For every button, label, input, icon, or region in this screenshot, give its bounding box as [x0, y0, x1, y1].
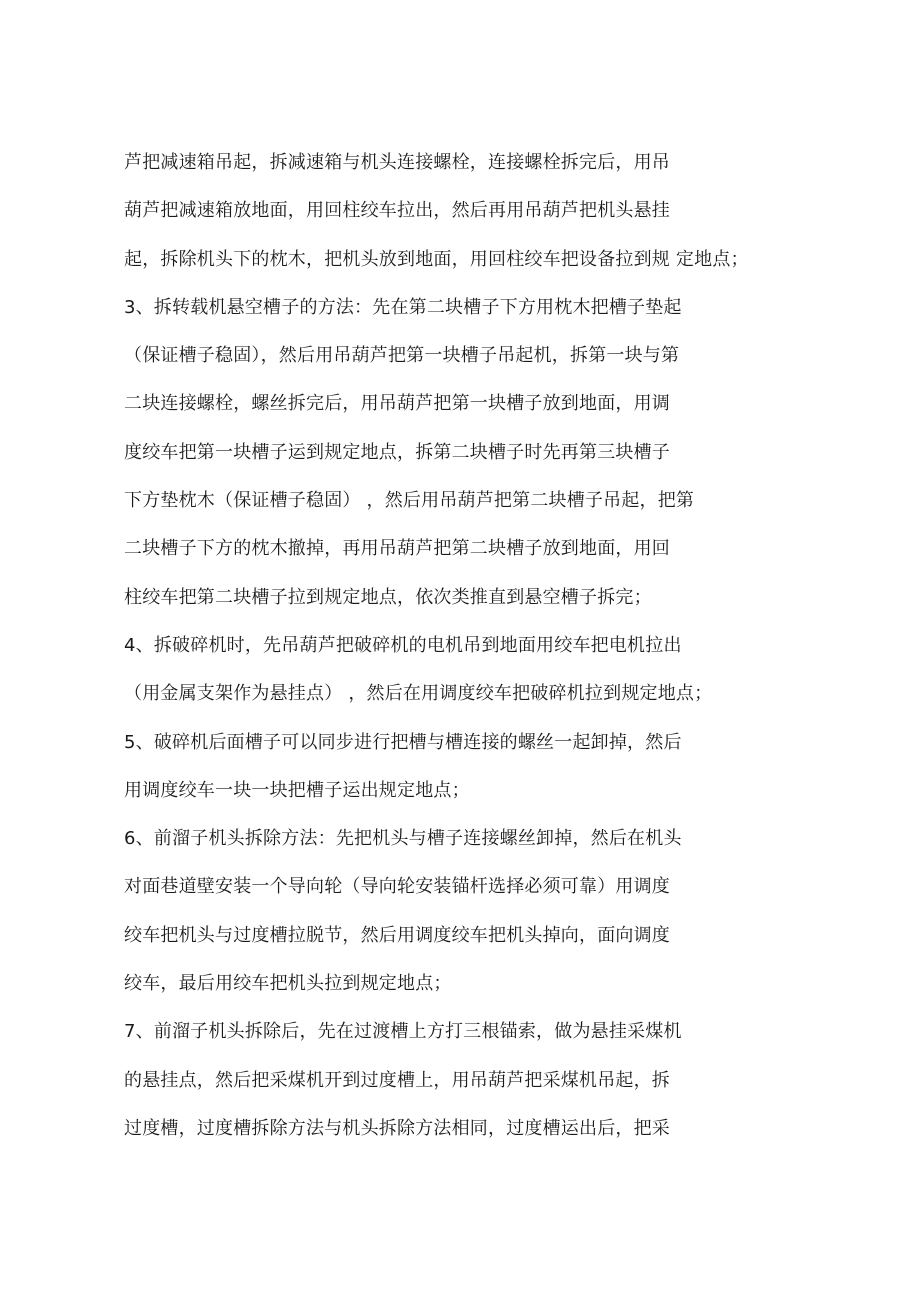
text-line: 过度槽，过度槽拆除方法与机头拆除方法相同，过度槽运出后，把采	[124, 1117, 670, 1139]
text-line: 用调度绞车一块一块把槽子运出规定地点；	[124, 779, 470, 801]
text-line: 起，拆除机头下的枕木，把机头放到地面，用回柱绞车把设备拉到规 定地点；	[124, 248, 749, 270]
text-line: （保证槽子稳固），然后用吊葫芦把第一块槽子吊起机，拆第一块与第	[124, 345, 680, 367]
text-line: 7、前溜子机头拆除后，先在过渡槽上方打三根锚索，做为悬挂采煤机	[124, 1021, 682, 1043]
document-body	[124, 150, 824, 1164]
text-line: 4、拆破碎机时，先吊葫芦把破碎机的电机吊到地面用绞车把电机拉出	[124, 634, 682, 656]
text-line: 对面巷道壁安装一个导向轮（导向轮安装锚杆选择必须可靠）用调度	[124, 876, 670, 898]
text-line: 绞车把机头与过度槽拉脱节，然后用调度绞车把机头掉向，面向调度	[124, 924, 670, 946]
text-line: 芦把减速箱吊起，拆减速箱与机头连接螺栓，连接螺栓拆完后，用吊	[124, 152, 670, 173]
text-line: 下方垫枕木（保证槽子稳固） ，然后用吊葫芦把第二块槽子吊起，把第	[124, 490, 695, 512]
text-line: 绞车，最后用绞车把机头拉到规定地点；	[124, 973, 452, 995]
text-line: 3、拆转载机悬空槽子的方法：先在第二块槽子下方用枕木把槽子垫起	[124, 296, 682, 318]
text-line: 二块槽子下方的枕木撤掉，再用吊葫芦把第二块槽子放到地面，用回	[124, 538, 670, 560]
text-line: 二块连接螺栓，螺丝拆完后，用吊葫芦把第一块槽子放到地面，用调	[124, 393, 670, 415]
text-line: 6、前溜子机头拆除方法：先把机头与槽子连接螺丝卸掉，然后在机头	[124, 828, 682, 850]
text-line: 柱绞车把第二块槽子拉到规定地点，依次类推直到悬空槽子拆完；	[124, 586, 652, 608]
text-line: 葫芦把减速箱放地面，用回柱绞车拉出，然后再用吊葫芦把机头悬挂	[124, 200, 670, 222]
text-line: 的悬挂点，然后把采煤机开到过度槽上，用吊葫芦把采煤机吊起，拆	[124, 1069, 670, 1091]
text-line: 5、破碎机后面槽子可以同步进行把槽与槽连接的螺丝一起卸掉，然后	[124, 731, 682, 753]
text-line: 度绞车把第一块槽子运到规定地点，拆第二块槽子时先再第三块槽子	[124, 441, 670, 463]
text-line: （用金属支架作为悬挂点） ，然后在用调度绞车把破碎机拉到规定地点；	[124, 683, 713, 705]
